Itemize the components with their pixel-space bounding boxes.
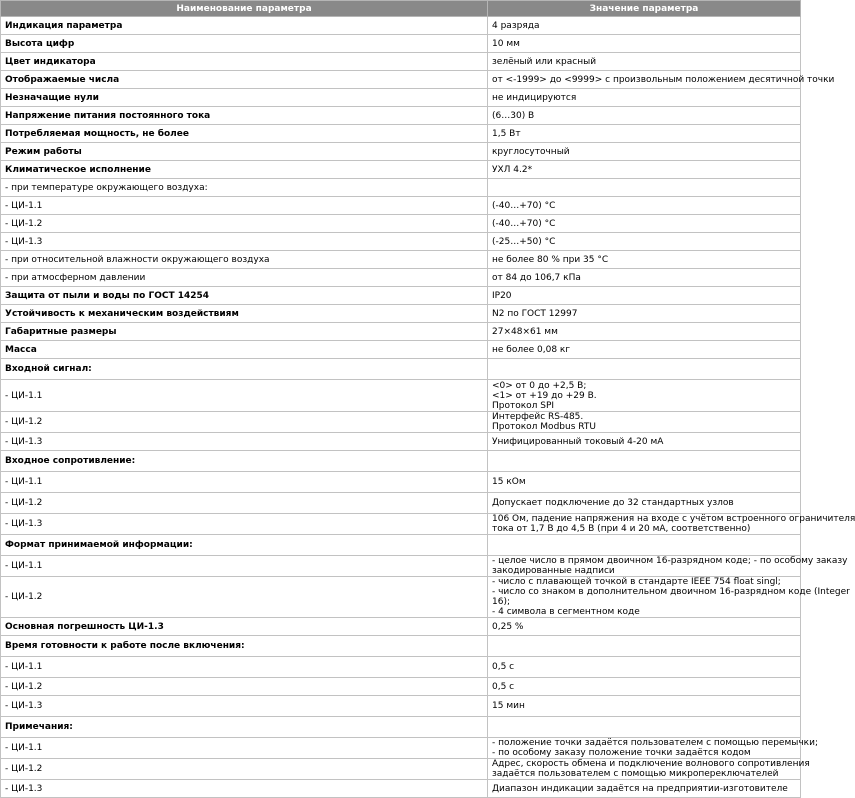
param-value xyxy=(488,179,801,197)
param-label: Входное сопротивление: xyxy=(1,451,488,472)
param-value-line: 10 мм xyxy=(492,38,520,49)
table-row xyxy=(1,535,801,556)
param-label: - ЦИ-1.2 xyxy=(1,215,488,233)
param-value-line: 16); xyxy=(492,597,510,607)
param-label: - ЦИ-1.1 xyxy=(1,738,488,759)
param-value xyxy=(488,759,810,780)
param-value-line: 1,5 Вт xyxy=(492,128,521,139)
param-value xyxy=(488,514,855,535)
param-value-line: Протокол SPI xyxy=(492,400,555,411)
table-row xyxy=(1,780,801,798)
table-row xyxy=(1,89,801,107)
param-value xyxy=(488,287,801,305)
table-row xyxy=(1,451,801,472)
table-row xyxy=(1,472,801,493)
param-value-line: зелёный или красный xyxy=(492,56,597,67)
param-value xyxy=(488,251,801,269)
table-row xyxy=(1,556,801,577)
param-label: Высота цифр xyxy=(1,35,488,53)
table-row xyxy=(1,197,801,215)
param-value xyxy=(488,412,801,433)
param-label: - ЦИ-1.1 xyxy=(1,472,488,493)
table-row xyxy=(1,161,801,179)
param-label: Основная погрешность ЦИ-1.3 xyxy=(1,618,488,636)
param-value-line: 0,25 % xyxy=(492,621,524,632)
table-row xyxy=(1,493,801,514)
param-label: - ЦИ-1.3 xyxy=(1,696,488,717)
param-value xyxy=(488,433,801,451)
param-value xyxy=(488,35,801,53)
param-label: Габаритные размеры xyxy=(1,323,488,341)
param-value xyxy=(488,717,801,738)
param-value-line: N2 по ГОСТ 12997 xyxy=(492,308,578,319)
table-row xyxy=(1,412,801,433)
param-value-line: не более 80 % при 35 °С xyxy=(492,254,609,265)
param-label: Индикация параметра xyxy=(1,17,488,35)
table-row xyxy=(1,233,801,251)
table-row xyxy=(1,380,801,412)
table-row xyxy=(1,341,801,359)
param-value xyxy=(488,161,801,179)
table-row xyxy=(1,179,801,197)
param-value xyxy=(488,269,801,287)
table-row xyxy=(1,107,801,125)
param-value xyxy=(488,341,801,359)
param-value xyxy=(488,71,835,89)
table-row xyxy=(1,53,801,71)
param-value-line: Интерфейс RS-485. xyxy=(492,412,584,422)
param-value-line: Допускает подключение до 32 стандартных узлов xyxy=(492,498,734,508)
table-row xyxy=(1,251,801,269)
param-value-line: не индицируются xyxy=(492,92,577,103)
param-value-line: Адрес, скорость обмена и подключение волнового сопротивления xyxy=(492,759,810,769)
param-label: Формат принимаемой информации: xyxy=(1,535,488,556)
param-value xyxy=(488,53,801,71)
table-row xyxy=(1,305,801,323)
param-value-line: 0,5 с xyxy=(492,681,515,692)
param-label: - при относительной влажности окружающего воздуха xyxy=(1,251,488,269)
param-label: - ЦИ-1.2 xyxy=(1,412,488,433)
param-value-line: - число с плавающей точкой в стандарте IEEE 754 float singl; xyxy=(492,577,781,587)
param-label: - при температуре окружающего воздуха: xyxy=(1,179,488,197)
param-value-line: (-40…+70) °С xyxy=(492,200,556,211)
param-value-line: 15 кОм xyxy=(492,477,526,487)
param-label: Примечания: xyxy=(1,717,488,738)
param-value xyxy=(488,17,801,35)
param-value xyxy=(488,143,801,161)
param-label: - при атмосферном давлении xyxy=(1,269,488,287)
param-label: - ЦИ-1.1 xyxy=(1,556,488,577)
param-label: Режим работы xyxy=(1,143,488,161)
param-value-line: тока от 1,7 В до 4,5 В (при 4 и 20 мА, соответственно) xyxy=(492,524,751,534)
param-label: Цвет индикатора xyxy=(1,53,488,71)
param-label: - ЦИ-1.2 xyxy=(1,577,488,618)
param-value-line: 15 мин xyxy=(492,701,525,711)
param-label: Масса xyxy=(1,341,488,359)
param-value-line: - по особому заказу положение точки задаётся кодом xyxy=(492,748,751,758)
param-value-line: - положение точки задаётся пользователем с помощью перемычки; xyxy=(492,738,818,748)
table-row xyxy=(1,577,801,618)
param-value-header: Значение параметра xyxy=(488,1,801,17)
table-row xyxy=(1,717,801,738)
table-row xyxy=(1,359,801,380)
param-value xyxy=(488,197,801,215)
table-row xyxy=(1,287,801,305)
param-value-line: 4 разряда xyxy=(492,20,540,31)
param-value xyxy=(488,657,801,678)
table-row xyxy=(1,35,801,53)
param-value-line: (-25…+50) °С xyxy=(492,236,556,247)
param-label: Незначащие нули xyxy=(1,89,488,107)
table-body xyxy=(1,17,855,798)
param-label: - ЦИ-1.2 xyxy=(1,493,488,514)
param-value-line: <0> от 0 до +2,5 В; xyxy=(492,380,587,391)
param-value xyxy=(488,451,801,472)
param-value xyxy=(488,493,801,514)
param-label: Устойчивость к механическим воздействиям xyxy=(1,305,488,323)
param-label: - ЦИ-1.3 xyxy=(1,514,488,535)
param-value-line: Унифицированный токовый 4-20 мА xyxy=(492,436,664,447)
param-label: Защита от пыли и воды по ГОСТ 14254 xyxy=(1,287,488,305)
param-value xyxy=(488,125,801,143)
param-value xyxy=(488,535,801,556)
param-value xyxy=(488,636,801,657)
param-label: - ЦИ-1.3 xyxy=(1,433,488,451)
param-label: - ЦИ-1.1 xyxy=(1,657,488,678)
param-value xyxy=(488,89,801,107)
param-name-header: Наименование параметра xyxy=(1,1,488,17)
param-value xyxy=(488,696,801,717)
param-label: Входной сигнал: xyxy=(1,359,488,380)
param-value-line: задаётся пользователем с помощью микропереключателей xyxy=(492,769,779,779)
param-value-line: - число со знаком в дополнительном двоичном 16-разрядном коде (Integer xyxy=(492,587,850,597)
param-value xyxy=(488,380,801,412)
param-value xyxy=(488,556,848,577)
param-value xyxy=(488,107,801,125)
param-value xyxy=(488,618,801,636)
param-value-line: закодированные надписи xyxy=(492,566,615,576)
param-label: Потребляемая мощность, не более xyxy=(1,125,488,143)
param-value-line: 106 Ом, падение напряжения на входе с учётом встроенного ограничителя xyxy=(492,514,855,524)
table-row xyxy=(1,17,801,35)
table-row xyxy=(1,143,801,161)
param-value-line: Диапазон индикации задаётся на предприятии-изготовителе xyxy=(492,783,788,794)
table-row xyxy=(1,514,801,535)
param-value xyxy=(488,305,801,323)
param-value-line: Протокол Modbus RTU xyxy=(492,422,596,432)
param-label: Время готовности к работе после включения: xyxy=(1,636,488,657)
param-value-line: 27×48×61 мм xyxy=(492,326,558,337)
param-label: - ЦИ-1.3 xyxy=(1,780,488,798)
param-value-line: <1> от +19 до +29 В. xyxy=(492,390,597,401)
table-row xyxy=(1,323,801,341)
param-label: - ЦИ-1.2 xyxy=(1,759,488,780)
table-row xyxy=(1,433,801,451)
param-label: Климатическое исполнение xyxy=(1,161,488,179)
param-value xyxy=(488,359,801,380)
table-row xyxy=(1,125,801,143)
table-row xyxy=(1,636,801,657)
param-value-line: (-40…+70) °С xyxy=(492,218,556,229)
param-label: - ЦИ-1.3 xyxy=(1,233,488,251)
param-value xyxy=(488,215,801,233)
param-value-line: не более 0,08 кг xyxy=(492,344,571,355)
param-value xyxy=(488,233,801,251)
param-value-line: 0,5 с xyxy=(492,662,515,672)
table-row xyxy=(1,738,801,759)
param-value xyxy=(488,323,801,341)
param-value-line: - целое число в прямом двоичном 16-разрядном коде; - по особому заказу xyxy=(492,556,848,566)
param-label: - ЦИ-1.1 xyxy=(1,380,488,412)
param-value xyxy=(488,472,801,493)
param-value xyxy=(488,678,801,696)
param-value-line: от 84 до 106,7 кПа xyxy=(492,272,581,283)
table-row xyxy=(1,618,801,636)
table-row xyxy=(1,657,801,678)
param-value-line: от <-1999> до <9999> с произвольным положением десятичной точки xyxy=(492,74,835,85)
table-row xyxy=(1,269,801,287)
param-value xyxy=(488,780,801,798)
table-row xyxy=(1,759,801,780)
param-value-line: - 4 символа в сегментном коде xyxy=(492,607,640,617)
param-value-line: IP20 xyxy=(492,290,512,301)
param-label: Напряжение питания постоянного тока xyxy=(1,107,488,125)
param-label: Отображаемые числа xyxy=(1,71,488,89)
param-value-line: (6…30) В xyxy=(492,110,535,121)
param-label: - ЦИ-1.2 xyxy=(1,678,488,696)
param-value xyxy=(488,577,850,618)
table-row xyxy=(1,215,801,233)
table-header-row xyxy=(1,1,801,17)
table-row xyxy=(1,71,801,89)
param-label: - ЦИ-1.1 xyxy=(1,197,488,215)
param-value-line: круглосуточный xyxy=(492,146,570,157)
table-row xyxy=(1,678,801,696)
table-row xyxy=(1,696,801,717)
param-value xyxy=(488,738,818,759)
param-value-line: УХЛ 4.2* xyxy=(492,164,533,175)
